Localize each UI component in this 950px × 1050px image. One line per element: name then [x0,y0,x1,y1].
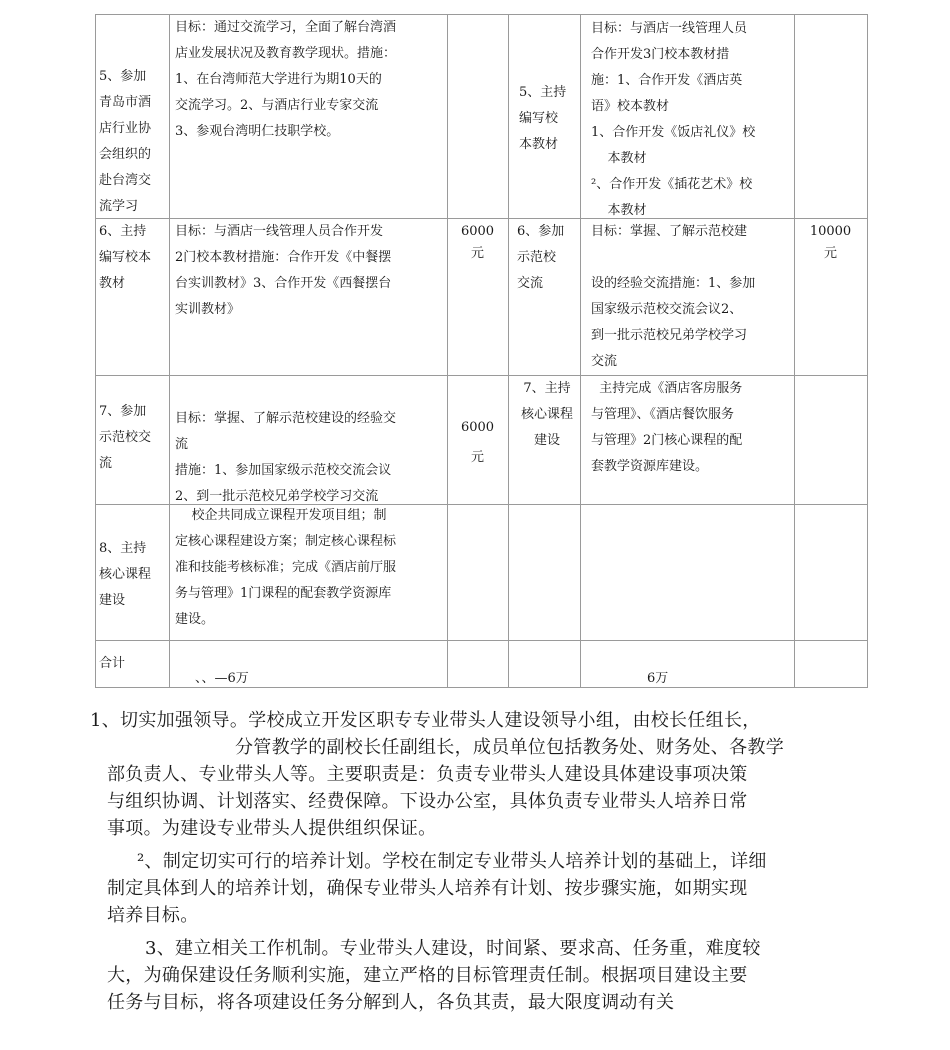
table-cell-content: 目标：掌握、了解示范校建 设的经验交流措施：1、参加 国家级示范校交流会议2、 到一批示范校兄弟学校学习 交流 [591,224,756,369]
table-row-divider [95,640,868,641]
paragraph-line: 与组织协调、计划落实、经费保障。下设办公室，具体负责专业带头人培养日常 [107,791,748,812]
budget-table [95,14,868,688]
table-cell-item: 6、参加 示范校 交流 [517,224,565,291]
table-cell-item: 7、参加 示范校交 流 [99,404,152,471]
table-cell-amount: 6000 元 [460,420,495,465]
table-cell-item: 6、主持 编写校本 教材 [99,224,152,291]
table-cell-content: 目标：与酒店一线管理人员合作开发 2门校本教材措施：合作开发《中餐摆 台实训教材》3、合作开发《西餐摆台 实训教材》 [175,224,392,317]
paragraph-line: 制定具体到人的培养计划，确保专业带头人培养有计划、按步骤实施，如期实现 [107,878,748,899]
table-border-right [867,14,868,688]
paragraph-line: 事项。为建设专业带头人提供组织保证。 [107,818,437,839]
paragraph-line: 3、建立相关工作机制。专业带头人建设，时间紧、要求高、任务重，难度较 [145,938,761,959]
table-border-left [95,14,96,688]
total-left-amount: 、、—6万 [195,671,249,686]
table-cell-content: 校企共同成立课程开发项目组；制 定核心课程建设方案；制定核心课程标 准和技能考核标准；完成《酒店前厅服 务与管理》1门课程的配套教学资源库 建设。 [175,508,397,627]
table-cell-amount: 6000 元 [460,224,495,261]
paragraph-line: ²、制定切实可行的培养计划。学校在制定专业带头人培养计划的基础上，详细 [137,851,767,872]
table-divider [508,14,509,688]
table-cell-item: 7、主持 核心课程 建设 [520,381,573,448]
table-divider [169,14,170,688]
table-divider [794,14,795,688]
table-cell-amount: 10000 元 [809,224,852,261]
table-divider [447,14,448,688]
table-cell-item: 5、参加 青岛市酒 店行业协 会组织的 赴台湾交 流学习 [99,69,152,214]
paragraph-line: 分管教学的副校长任副组长，成员单位包括教务处、财务处、各教学 [235,737,784,758]
table-cell-item: 5、主持 编写校 本教材 [519,85,567,152]
total-label: 合计 [99,656,126,671]
paragraph-line: 大，为确保建设任务顺利实施，建立严格的目标管理责任制。根据项目建设主要 [107,965,748,986]
paragraph-line: 培养目标。 [107,905,199,926]
table-cell-content: 主持完成《酒店客房服务 与管理》、《酒店餐饮服务 与管理》2门核心课程的配 套教学资源库建设。 [591,381,743,474]
table-cell-content: 目标：掌握、了解示范校建设的经验交 流 措施：1、参加国家级示范校交流会议 2、到一批示范校兄弟学校学习交流 [175,411,397,504]
table-cell-item: 8、主持 核心课程 建设 [99,541,152,608]
paragraph-line: 部负责人、专业带头人等。主要职责是：负责专业带头人建设具体建设事项决策 [107,764,748,785]
paragraph-line: 1、切实加强领导。学校成立开发区职专专业带头人建设领导小组，由校长任组长， [90,710,761,731]
table-cell-content: 目标：通过交流学习，全面了解台湾酒 店业发展状况及教育教学现状。措施： 1、在台湾师范大学进行为期10天的 交流学习。2、与酒店行业专家交流 3、参观台湾明仁技职学校。 [175,20,397,139]
table-cell-content: 目标：与酒店一线管理人员 合作开发3门校本教材措 施：1、合作开发《酒店英 语》校本教材 1、合作开发《饭店礼仪》校 本教材 ²、合作开发《插花艺术》校 本教材 [591,21,756,218]
paragraph-line: 任务与目标，将各项建设任务分解到人，各负其责，最大限度调动有关 [107,992,675,1013]
total-right-amount: 6万 [647,671,669,686]
